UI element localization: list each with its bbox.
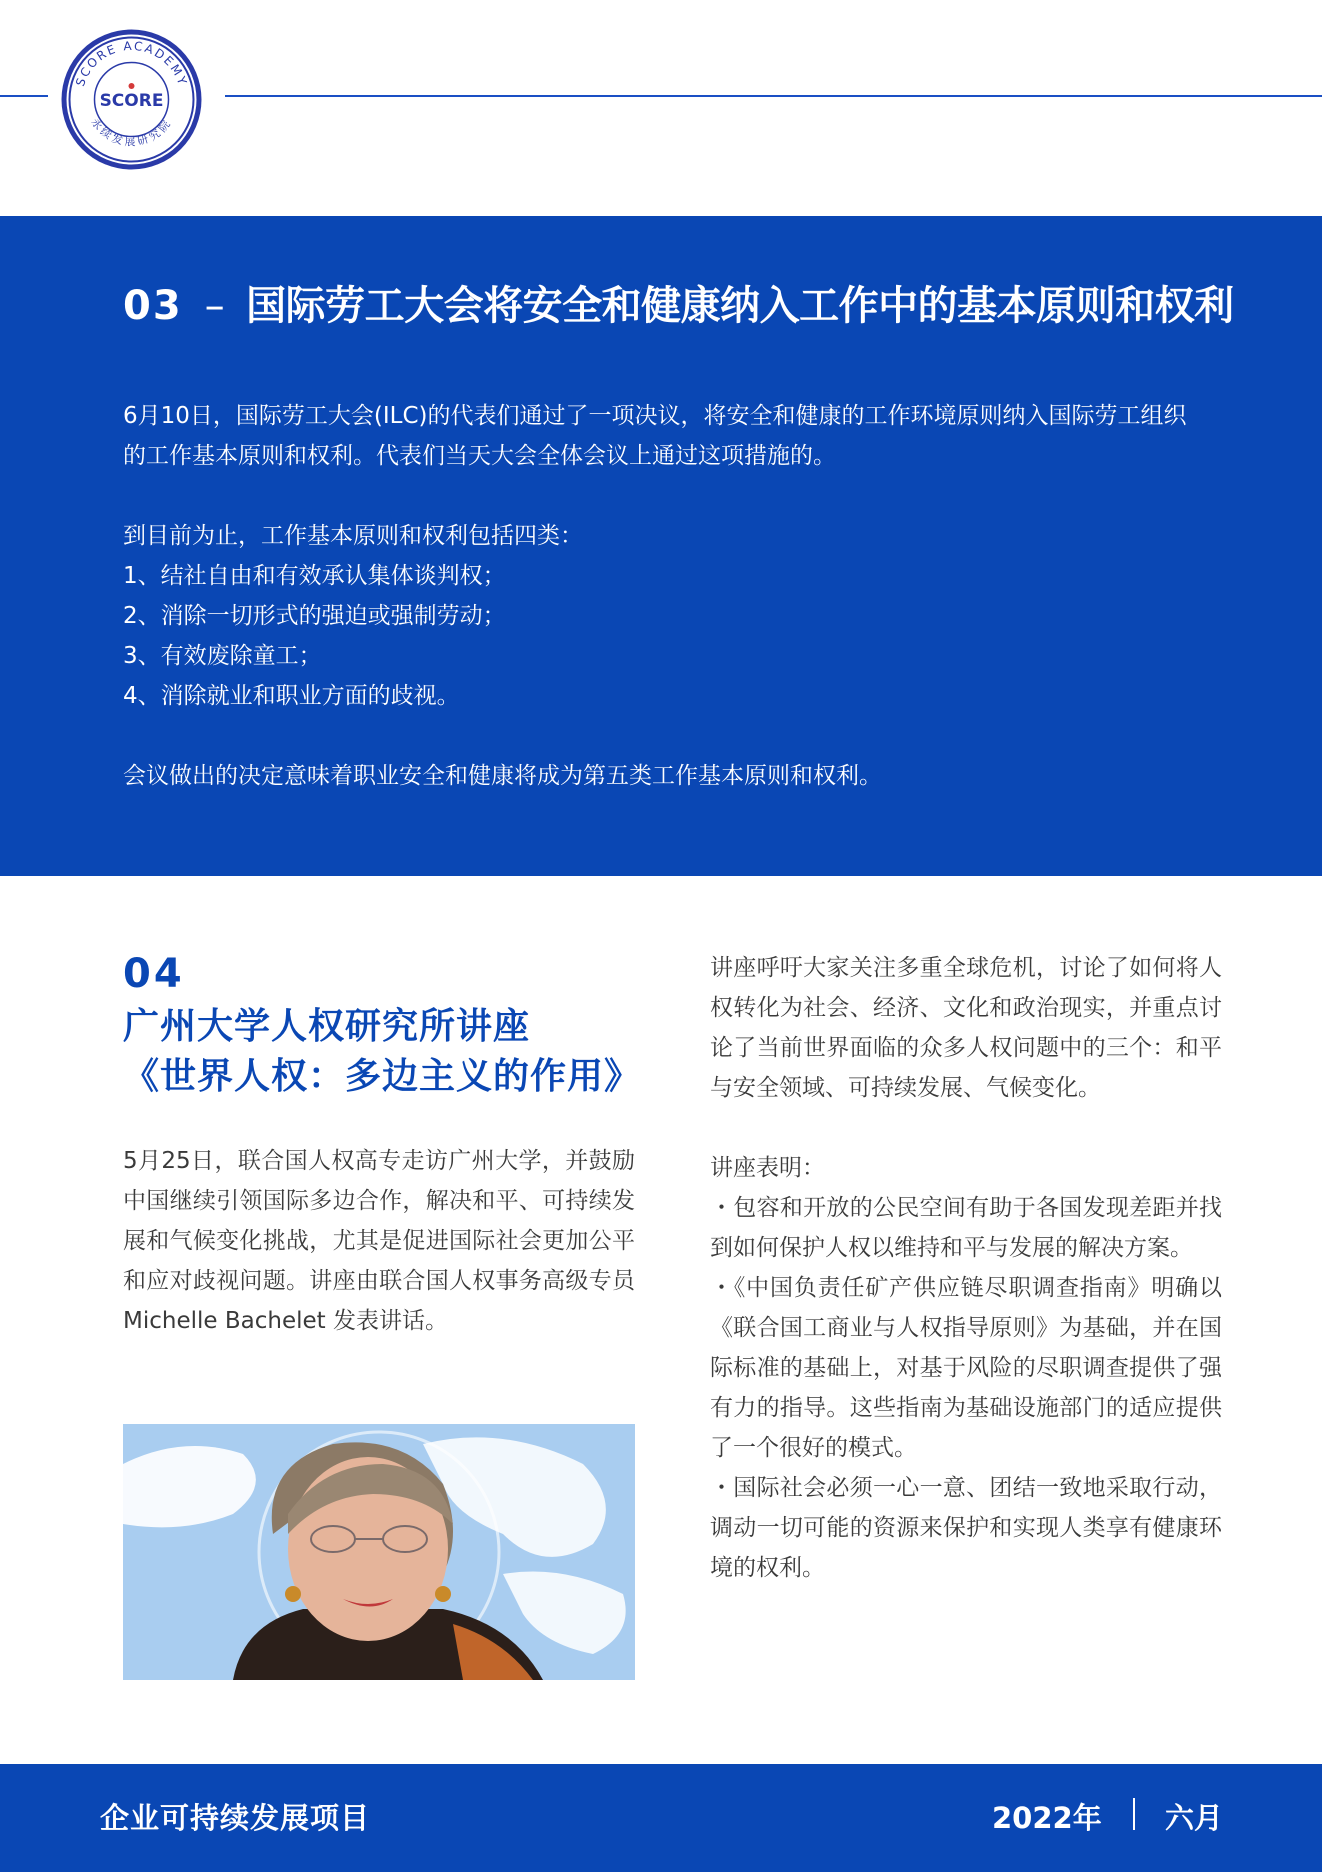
section-03-number: 03 (123, 283, 183, 329)
portrait-image-icon (123, 1424, 635, 1680)
section-03-body (123, 396, 1203, 796)
header-rule-right (225, 95, 1322, 97)
section-04-title (123, 1002, 663, 1102)
list-item: 2、消除一切形式的强迫或强制劳动； (123, 603, 506, 629)
page-footer (0, 1764, 1322, 1872)
section-03-intro: 到目前为止，工作基本原则和权利包括四类： (123, 523, 583, 549)
section-04-title-line: 《世界人权：多边主义的作用》 (123, 1056, 642, 1097)
page-header (0, 0, 1322, 216)
footer-year: 2022年 (992, 1801, 1102, 1835)
score-academy-logo (60, 28, 203, 171)
svg-text:SCORE: SCORE (99, 91, 164, 111)
footer-month: 六月 (1165, 1801, 1224, 1835)
section-04-right-intro: 讲座表明： (710, 1155, 825, 1181)
list-item: ・包容和开放的公民空间有助于各国发现差距并找到如何保护人权以维持和平与发展的解决方案。 (710, 1195, 1222, 1261)
section-04-number: 04 (123, 951, 185, 997)
list-item: 4、消除就业和职业方面的歧视。 (123, 683, 460, 709)
section-04-title-line: 广州大学人权研究所讲座 (123, 1006, 531, 1047)
footer-divider (1133, 1798, 1135, 1830)
speaker-photo (123, 1424, 635, 1680)
section-03-paragraph: 6月10日，国际劳工大会(ILC)的代表们通过了一项决议，将安全和健康的工作环境原则纳入国际劳工组织的工作基本原则和权利。代表们当天大会全体会议上通过这项措施的。 (123, 403, 1187, 469)
footer-project-name: 企业可持续发展项目 (100, 1801, 371, 1835)
section-03-dash: – (204, 283, 225, 329)
section-04-right-text (710, 948, 1222, 1588)
svg-text:SCORE ACADEMY: SCORE ACADEMY (72, 38, 191, 89)
section-03-title: 国际劳工大会将安全和健康纳入工作中的基本原则和权利 (246, 283, 1234, 329)
section-03-panel (0, 216, 1322, 876)
list-item: 3、有效废除童工； (123, 643, 322, 669)
section-04-right-paragraph: 讲座呼吁大家关注多重全球危机，讨论了如何将人权转化为社会、经济、文化和政治现实，并重点讨论了当前世界面临的众多人权问题中的三个：和平与安全领域、可持续发展、气候变化。 (710, 955, 1222, 1101)
header-rule-left (0, 95, 48, 97)
section-04-left-text: 5月25日，联合国人权高专走访广州大学，并鼓励中国继续引领国际多边合作，解决和平、可持续发展和气候变化挑战，尤其是促进国际社会更加公平和应对歧视问题。讲座由联合国人权事务高级专员 Michelle Bachelet 发表讲话。 (123, 1148, 635, 1334)
list-item: 1、结社自由和有效承认集体谈判权； (123, 563, 506, 589)
section-03-heading (123, 274, 1243, 331)
list-item: ・《中国负责任矿产供应链尽职调查指南》明确以《联合国工商业与人权指导原则》为基础，并在国际标准的基础上，对基于风险的尽职调查提供了强有力的指导。这些指南为基础设施部门的适应提供了一个很好的模式。 (710, 1275, 1222, 1461)
logo-seal-icon (60, 28, 203, 171)
svg-text:永续发展研究院: 永续发展研究院 (88, 115, 175, 149)
section-03-conclusion: 会议做出的决定意味着职业安全和健康将成为第五类工作基本原则和权利。 (123, 763, 882, 789)
list-item: ・国际社会必须一心一意、团结一致地采取行动，调动一切可能的资源来保护和实现人类享有健康环境的权利。 (710, 1475, 1222, 1581)
